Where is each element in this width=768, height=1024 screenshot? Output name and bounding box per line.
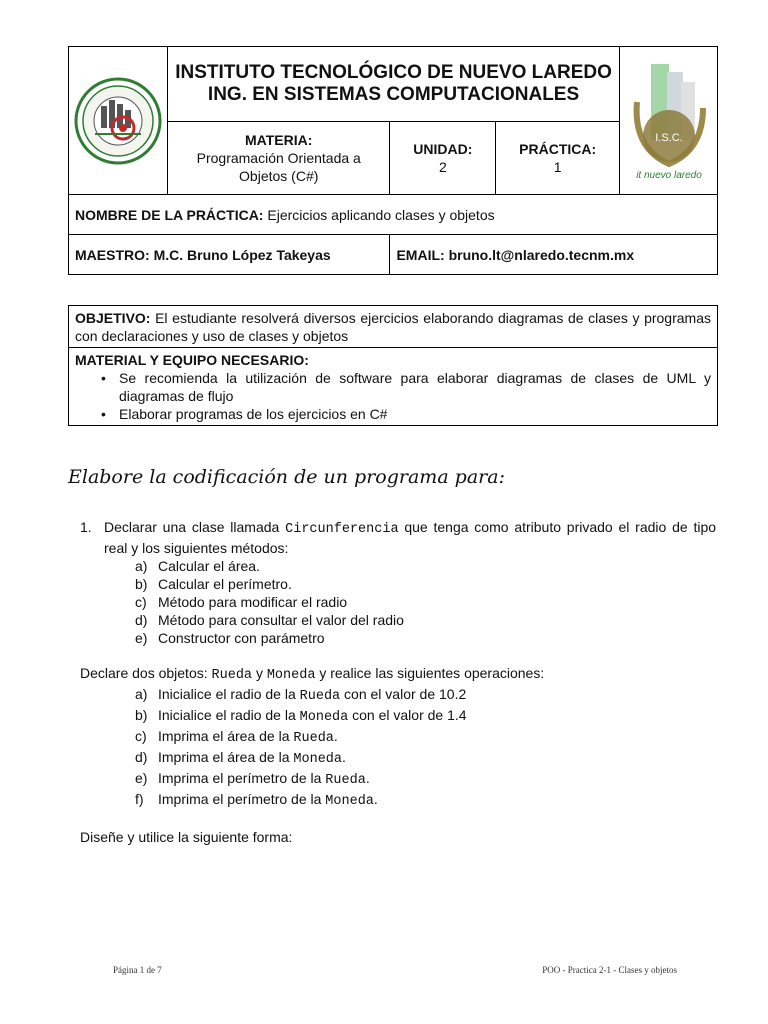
materia-value: Programación Orientada a Objetos (C#) [196, 150, 361, 184]
bullet-icon: • [101, 370, 106, 386]
objective-box [68, 305, 718, 426]
page-number: Página 1 de 7 [113, 965, 162, 975]
material-list [75, 369, 711, 423]
methods-list [135, 557, 716, 647]
list-item: d) Imprima el área de la Moneda. [135, 749, 346, 767]
materia-cell [168, 122, 390, 195]
list-item: b) Calcular el perímetro. [135, 576, 292, 592]
isc-logo-cell [620, 47, 718, 195]
objective-label: OBJETIVO: [75, 310, 151, 326]
email-label: EMAIL: [396, 246, 445, 263]
isc-logo-brand: it nuevo laredo [635, 169, 702, 181]
nombre-practica-row [69, 195, 718, 235]
objective-text: El estudiante resolverá diversos ejercicios elaborando diagramas de clases y programas con declaraciones y uso de clases y objetos [75, 310, 711, 344]
maestro-value: M.C. Bruno López Takeyas [153, 246, 331, 263]
department-name: ING. EN SISTEMAS COMPUTACIONALES [207, 84, 580, 105]
footer-title: POO - Practica 2-1 - Clases y objetos [542, 965, 677, 975]
object-rueda-code: Rueda [211, 668, 253, 683]
list-item: f) Imprima el perímetro de la Moneda. [135, 791, 378, 809]
bullet-icon: • [101, 406, 106, 422]
list-item: d) Método para consultar el valor del radio [135, 612, 404, 628]
form-instruction: Diseñe y utilice la siguiente forma: [80, 829, 293, 845]
unidad-label: UNIDAD: [413, 141, 473, 157]
nombre-value: Ejercicios aplicando clases y objetos [267, 206, 495, 223]
unidad-cell [390, 122, 496, 195]
isc-logo-label: I.S.C. [654, 131, 683, 144]
declare-objects-line: Declare dos objetos: Rueda y Moneda y realice las siguientes operaciones: [80, 665, 545, 683]
unidad-value: 2 [438, 159, 447, 175]
list-item: c) Método para modificar el radio [135, 594, 348, 610]
list-item: c) Imprima el área de la Rueda. [135, 728, 338, 746]
material-label: MATERIAL Y EQUIPO NECESARIO: [75, 352, 309, 368]
practica-value: 1 [553, 159, 562, 175]
email-cell [390, 235, 718, 275]
class-name-code: Circunferencia [285, 522, 399, 537]
maestro-label: MAESTRO: [75, 246, 150, 263]
materia-label: MATERIA: [245, 132, 313, 148]
material-section [69, 347, 717, 425]
maestro-cell [69, 235, 390, 275]
institute-name: INSTITUTO TECNOLÓGICO DE NUEVO LAREDO [175, 62, 612, 83]
operations-list [135, 685, 716, 811]
email-value: bruno.lt@nlaredo.tecnm.mx [448, 246, 635, 263]
list-item: a) Calcular el área. [135, 558, 260, 574]
list-item: b) Inicialice el radio de la Moneda con el valor de 1.4 [135, 707, 467, 725]
list-item: e) Constructor con parámetro [135, 630, 325, 646]
exercise-number: 1. [80, 519, 92, 535]
objective-section [69, 306, 717, 347]
itnl-logo-cell [69, 47, 168, 195]
exercise-item: 1. Declarar una clase llamada Circunferencia que tenga como atributo privado el radio de tipo real y los siguientes métodos: [80, 519, 717, 556]
practica-cell [496, 122, 620, 195]
list-item: a) Inicialice el radio de la Rueda con el valor de 10.2 [135, 686, 467, 704]
header-table [68, 46, 718, 275]
list-item: e) Imprima el perímetro de la Rueda. [135, 770, 370, 788]
object-moneda-code: Moneda [266, 668, 316, 683]
list-item: • Se recomienda la utilización de software para elaborar diagramas de clases de UML y diagramas de flujo [101, 370, 711, 404]
itnl-seal-icon [73, 76, 163, 166]
isc-logo-icon [623, 56, 715, 186]
section-heading: Elabore la codificación de un programa para: [68, 466, 505, 488]
list-item: • Elaborar programas de los ejercicios en C# [101, 406, 388, 422]
practica-label: PRÁCTICA: [519, 141, 597, 157]
title-cell [168, 47, 620, 122]
exercise-content [80, 518, 716, 846]
nombre-label: NOMBRE DE LA PRÁCTICA: [75, 206, 264, 223]
